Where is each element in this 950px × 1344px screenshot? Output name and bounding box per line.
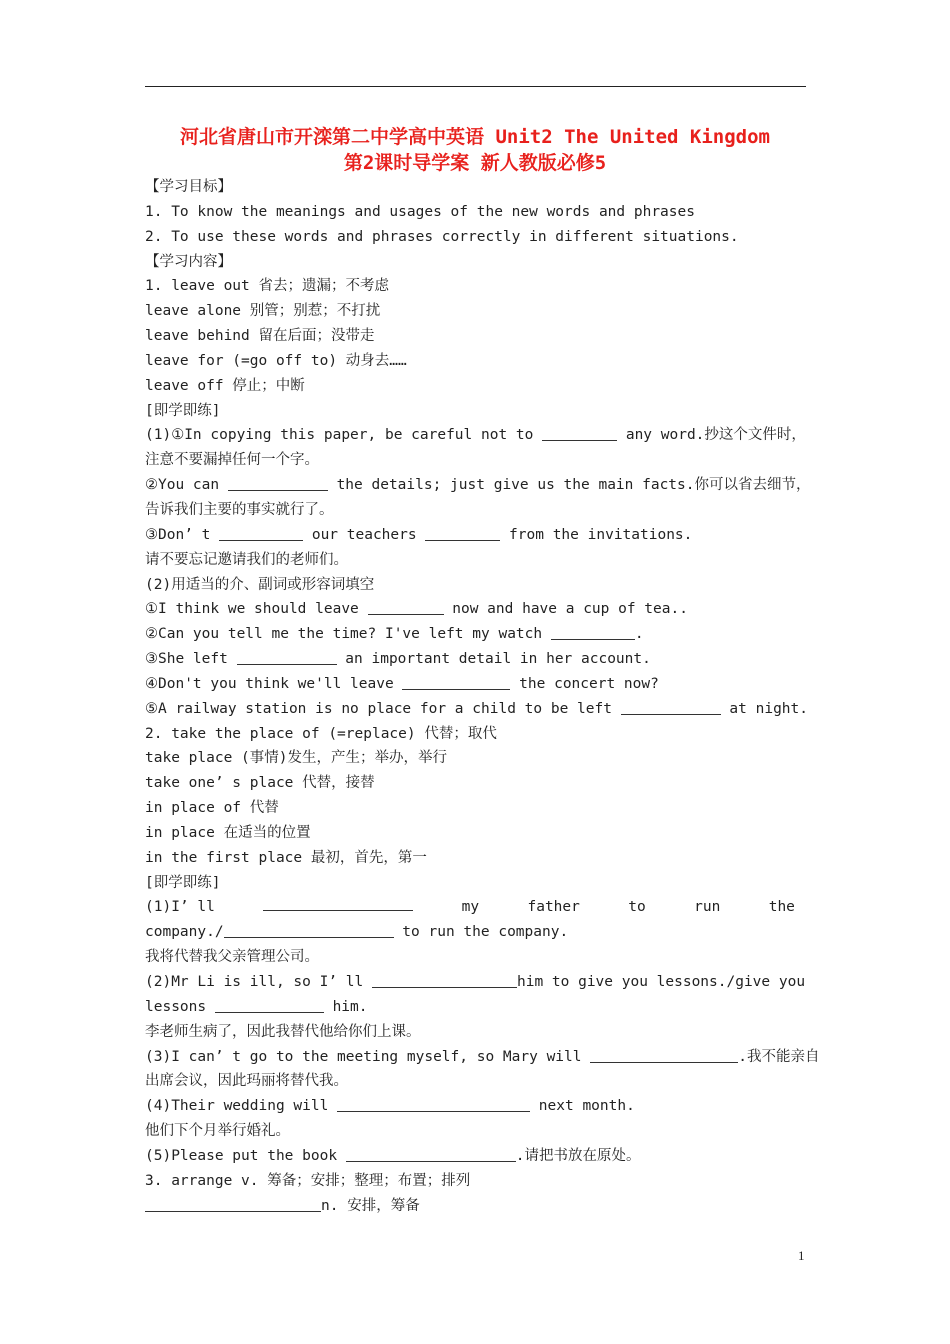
text-line [145, 1045, 820, 1070]
line-text: ⑤A railway station is no place for a child to be left [145, 700, 621, 717]
text-line: 3. arrange v. 筹备；安排；整理；布置；排列 [145, 1172, 471, 1189]
line-text: (3)I can’ t go to the meeting myself, so Mary will [145, 1048, 591, 1065]
text-line: 【学习目标】 [145, 179, 232, 195]
text-line [145, 920, 817, 945]
justified-line [145, 895, 795, 920]
text-line: 注意不要漏掉任何一个字。 [145, 452, 319, 469]
answer-blank[interactable] [590, 1047, 738, 1063]
line-text: ③She left [145, 651, 237, 668]
text-line: leave for (=go off to) 动身去…… [145, 352, 407, 369]
text-line [145, 995, 817, 1020]
line-text: at night. [720, 700, 808, 717]
title-line-2: 第2课时导学案 新人教版必修5 [343, 152, 607, 174]
text-line [145, 1094, 817, 1119]
line-text: any word.抄这个文件时， [617, 427, 806, 444]
line-text: next month. [530, 1098, 635, 1115]
answer-blank[interactable] [263, 895, 413, 911]
line-text: the details; just give us the main facts.你可以省去细节， [327, 477, 811, 494]
text-line: 李老师生病了，因此我替代他给你们上课。 [145, 1023, 421, 1040]
text-line: 请不要忘记邀请我们的老师们。 [145, 551, 348, 568]
answer-blank[interactable] [337, 1096, 530, 1112]
line-text: to run the company. [393, 924, 569, 941]
line-text: company./ [145, 924, 224, 941]
answer-blank[interactable] [542, 425, 617, 441]
page-number: 1 [798, 1248, 805, 1263]
title-line-1: 河北省唐山市开滦第二中学高中英语 Unit2 The United Kingdom [180, 126, 770, 148]
answer-blank[interactable] [215, 997, 324, 1013]
text-line [145, 523, 817, 548]
line-text: . [634, 626, 644, 643]
text-line [145, 1144, 817, 1169]
word: run [694, 899, 721, 916]
text-line: in place of 代替 [145, 800, 279, 817]
answer-blank[interactable] [219, 525, 303, 541]
answer-blank[interactable] [372, 972, 517, 988]
answer-blank[interactable] [368, 599, 444, 615]
text-line: 我将代替我父亲管理公司。 [145, 949, 319, 966]
line-text: lessons [145, 998, 215, 1015]
line-text: (1)①In copying this paper, be careful not to [145, 427, 543, 444]
line-text: ①I think we should leave [145, 601, 368, 618]
line-text: .请把书放在原处。 [515, 1147, 641, 1164]
text-line: [即学即练] [145, 874, 221, 891]
line-text: ②You can [145, 477, 228, 494]
answer-blank[interactable] [621, 699, 721, 715]
line-text: an important detail in her account. [336, 651, 651, 668]
text-line [145, 622, 817, 647]
text-line [145, 597, 817, 622]
answer-blank[interactable] [224, 922, 394, 938]
line-text: ④Don't you think we'll leave [145, 675, 403, 692]
answer-blank[interactable] [402, 674, 510, 690]
answer-blank[interactable] [237, 649, 337, 665]
text-line: 告诉我们主要的事实就行了。 [145, 501, 334, 518]
answer-blank[interactable] [551, 624, 635, 640]
text-line: [即学即练] [145, 402, 221, 419]
text-line: leave off 停止；中断 [145, 377, 305, 394]
text-line: 1. leave out 省去；遗漏；不考虑 [145, 278, 389, 295]
text-line [145, 970, 817, 995]
text-line: take one’ s place 代替，接替 [145, 775, 375, 792]
answer-blank[interactable] [145, 1196, 321, 1212]
line-text: n. 安排，筹备 [321, 1197, 420, 1214]
line-text: him. [323, 998, 368, 1015]
line-text: the concert now? [510, 675, 659, 692]
word: father [527, 899, 580, 916]
text-line: (2)用适当的介、副词或形容词填空 [145, 576, 375, 593]
text-line: take place (事情)发生，产生；举办，举行 [145, 750, 447, 767]
line-text: (2)Mr Li is ill, so I’ ll [145, 974, 372, 990]
text-line [145, 697, 817, 722]
line-text: our teachers [303, 526, 426, 543]
text-line: 出席会议，因此玛丽将替代我。 [145, 1073, 348, 1090]
line-text: now and have a cup of tea.. [443, 601, 688, 618]
answer-blank[interactable] [228, 475, 328, 491]
text-line: 他们下个月举行婚礼。 [145, 1123, 290, 1140]
line-text: him to give you lessons./give you [516, 974, 806, 990]
text-line: in place 在适当的位置 [145, 824, 311, 841]
text-line: 1. To know the meanings and usages of the new words and phrases [145, 203, 695, 220]
text-line [145, 423, 817, 448]
document-body [145, 175, 820, 1218]
text-line [145, 647, 817, 672]
word: (1)I’ ll [145, 899, 215, 916]
word: to [628, 899, 646, 916]
line-text: ③Don’ t [145, 526, 220, 543]
answer-blank[interactable] [425, 525, 500, 541]
word: the [768, 899, 795, 916]
line-text: ②Can you tell me the time? I've left my watch [145, 626, 551, 643]
line-text: (5)Please put the book [145, 1147, 346, 1164]
text-line: 【学习内容】 [145, 253, 232, 270]
word: my [461, 899, 480, 916]
line-text: .我不能亲自 [738, 1048, 820, 1065]
header-rule [145, 86, 806, 87]
answer-blank[interactable] [346, 1146, 516, 1162]
text-line [145, 1194, 817, 1219]
line-text: from the invitations. [500, 526, 693, 543]
line-text: (4)Their wedding will [145, 1098, 338, 1115]
text-line: leave behind 留在后面；没带走 [145, 328, 375, 345]
text-line: in the first place 最初，首先，第一 [145, 849, 427, 866]
text-line: 2. take the place of (=replace) 代替；取代 [145, 725, 497, 742]
text-line: leave alone 别管；别惹；不打扰 [145, 303, 381, 320]
text-line [145, 473, 817, 498]
text-line [145, 672, 817, 697]
text-line: 2. To use these words and phrases correctly in different situations. [145, 228, 739, 245]
